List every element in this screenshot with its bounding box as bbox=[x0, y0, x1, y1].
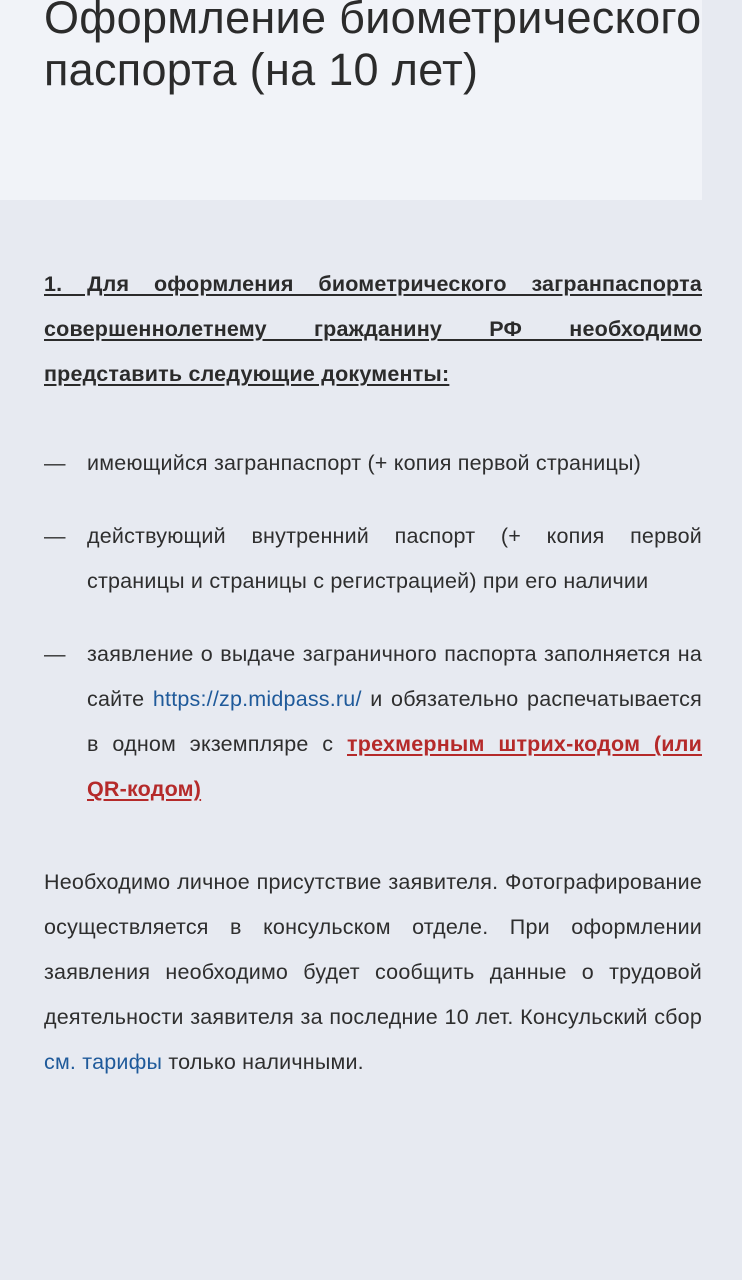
title-card bbox=[0, 0, 702, 200]
dash-bullet: — bbox=[44, 451, 66, 475]
list-item-text: и обязательно распечатывается в одном экземпляре с bbox=[87, 687, 702, 756]
list-item-text: имеющийся загранпаспорт (+ копия первой страницы) bbox=[87, 451, 642, 475]
dash-bullet: — bbox=[44, 524, 66, 548]
list-item-text: заявление о выдаче заграничного паспорта заполняется на сайте bbox=[87, 642, 702, 711]
documents-heading: 1. Для оформления биометрического загранпаспорта совершеннолетнему гражданину РФ необходимо представить следующие документы: bbox=[44, 272, 702, 386]
presence-note bbox=[44, 860, 702, 1085]
list-item bbox=[44, 514, 702, 604]
list-item-text: действующий внутренний паспорт (+ копия первой страницы и страницы с регистрацией) при его наличии bbox=[87, 524, 702, 593]
note-text: Необходимо личное присутствие заявителя. Фотографирование осуществляется в консульском отделе. При оформлении заявления необходимо будет сообщить данные о трудовой деятельности заявителя за последние 10 лет. Консульский сбор bbox=[44, 870, 702, 1029]
page-title: Оформление биометрического паспорта (на 10 лет) bbox=[44, 0, 702, 95]
documents-list bbox=[44, 441, 702, 812]
midpass-link[interactable]: https://zp.midpass.ru/ bbox=[152, 687, 362, 711]
tariffs-link[interactable]: см. тарифы bbox=[44, 1050, 163, 1074]
barcode-link[interactable]: трехмерным штрих-кодом (или QR-кодом) bbox=[87, 732, 702, 801]
note-text: только наличными. bbox=[168, 1050, 364, 1074]
list-item bbox=[44, 632, 702, 812]
dash-bullet: — bbox=[44, 642, 66, 666]
content bbox=[44, 262, 702, 1085]
list-item bbox=[44, 441, 702, 486]
